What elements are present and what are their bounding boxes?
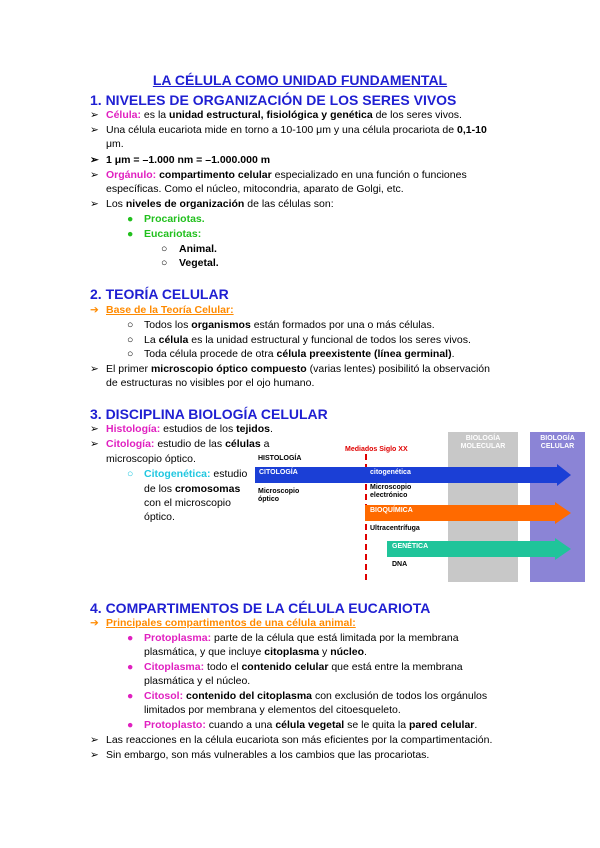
microscopio-optico-label: Microscopio óptico <box>258 488 300 503</box>
item-citogenetica-cont-1: de los cromosomas <box>144 483 241 495</box>
section-1-heading: 1. NIVELES DE ORGANIZACIÓN DE LOS SERES VIVOS <box>90 92 457 108</box>
item-citosol-cont: limitados por membrana y elementos del citoesqueleto. <box>144 704 401 716</box>
arrow-bullet-icon: ➢ <box>90 198 99 210</box>
bullet-microscopio: ➢ El primer microscopio óptico compuesto (varias lentes) posibilitó la observación <box>90 363 490 375</box>
bullet-citologia: ➢ Citología: estudio de las células a <box>90 438 270 450</box>
bullet-reacciones: ➢ Las reacciones en la célula eucariota son más eficientes por la compartimentación. <box>90 734 493 746</box>
arrow-bullet-icon: ➢ <box>90 423 99 435</box>
bullet-citologia-cont: microscopio óptico. <box>106 453 196 465</box>
arrow-bullet-icon: ➢ <box>90 734 99 746</box>
citologia-label: CITOLOGÍA <box>259 469 298 476</box>
item-postulado-3: ○ Toda célula procede de otra célula preexistente (línea germinal). <box>127 348 455 360</box>
bullet-eucariota: ➢ Una célula eucariota mide en torno a 10-100 μm y una célula procariota de 0,1-10 <box>90 124 487 136</box>
bullet-celula: ➢ Célula: es la unidad estructural, fisiológica y genética de los seres vivos. <box>90 109 462 121</box>
green-dot-icon: ● <box>127 228 134 240</box>
item-citogenetica-cont-2: con el microscopio <box>144 497 231 509</box>
green-dot-icon: ● <box>127 213 134 225</box>
section-4-heading: 4. COMPARTIMENTOS DE LA CÉLULA EUCARIOTA <box>90 600 431 616</box>
arrow-bullet-icon: ➢ <box>90 154 99 166</box>
bullet-vulnerables: ➢ Sin embargo, son más vulnerables a los cambios que las procariotas. <box>90 749 430 761</box>
genetica-label: GENÉTICA <box>392 543 429 550</box>
molecular-biology-label: BIOLOGÍA MOLECULAR <box>460 435 506 450</box>
bullet-microscopio-cont: de estructuras no visibles por el ojo humano. <box>106 377 315 389</box>
item-protoplasma: ● Protoplasma: parte de la célula que está limitada por la membrana <box>127 632 459 644</box>
item-procariotas: ● Procariotas. <box>127 213 205 225</box>
mid-century-label: Mediados Siglo XX <box>345 446 408 453</box>
item-vegetal: ○ Vegetal. <box>161 257 219 269</box>
circle-bullet-icon: ○ <box>127 348 134 360</box>
bullet-histologia: ➢ Histología: estudios de los tejidos. <box>90 423 273 435</box>
ultracentrifuga-label: Ultracentrífuga <box>370 525 420 532</box>
cell-biology-label: BIOLOGÍA CELULAR <box>540 435 575 450</box>
arrow-bullet-icon: ➢ <box>90 124 99 136</box>
magenta-dot-icon: ● <box>127 632 134 644</box>
document-title: LA CÉLULA COMO UNIDAD FUNDAMENTAL <box>152 72 448 88</box>
magenta-dot-icon: ● <box>127 719 134 731</box>
circle-bullet-icon: ○ <box>161 243 168 255</box>
bullet-base-teoria: ➔ Base de la Teoría Celular: <box>90 304 234 316</box>
bullet-organulo-cont: específicas. Como el núcleo, mitocondria, aparato de Golgi, etc. <box>106 183 404 195</box>
item-protoplasto: ● Protoplasto: cuando a una célula vegetal se le quita la pared celular. <box>127 719 478 731</box>
arrow-bullet-icon: ➢ <box>90 749 99 761</box>
citologia-arrow <box>255 464 575 486</box>
item-citosol: ● Citosol: contenido del citoplasma con exclusión de todos los orgánulos <box>127 690 488 702</box>
arrow-bullet-icon: ➢ <box>90 438 99 450</box>
item-citoplasma: ● Citoplasma: todo el contenido celular que está entre la membrana <box>127 661 463 673</box>
arrow-bullet-icon: ➢ <box>90 363 99 375</box>
circle-bullet-icon: ○ <box>127 468 134 480</box>
bullet-principales: ➔ Principales compartimentos de una célula animal: <box>90 617 356 629</box>
bullet-niveles: ➢ Los niveles de organización de las células son: <box>90 198 334 210</box>
citogenetica-label: citogenética <box>370 469 411 476</box>
arrow-bullet-icon: ➢ <box>90 169 99 181</box>
bullet-organulo: ➢ Orgánulo: compartimento celular especializado en una función o funciones <box>90 169 467 181</box>
orange-arrow-icon: ➔ <box>90 304 99 316</box>
circle-bullet-icon: ○ <box>161 257 168 269</box>
item-citogenetica: ○ Citogenética: estudio <box>127 468 248 480</box>
arrow-bullet-icon: ➢ <box>90 109 99 121</box>
item-protoplasma-cont: plasmática, y que incluye citoplasma y núcleo. <box>144 646 367 658</box>
bioquimica-label: BIOQUÍMICA <box>370 507 413 514</box>
biology-disciplines-diagram <box>255 432 585 582</box>
dna-label: DNA <box>392 561 408 568</box>
magenta-dot-icon: ● <box>127 661 134 673</box>
bullet-conversion: ➢ 1 μm = –1.000 nm = –1.000.000 m <box>90 154 271 166</box>
item-postulado-2: ○ La célula es la unidad estructural y funcional de todos los seres vivos. <box>127 334 471 346</box>
orange-arrow-icon: ➔ <box>90 617 99 629</box>
histologia-label: HISTOLOGÍA <box>258 455 302 462</box>
section-2-heading: 2. TEORÍA CELULAR <box>90 286 229 302</box>
item-citogenetica-cont-3: óptico. <box>144 511 175 523</box>
microscopio-electronico-label: Microscopio electrónico <box>370 484 412 499</box>
item-postulado-1: ○ Todos los organismos están formados por una o más células. <box>127 319 435 331</box>
item-citoplasma-cont: plasmática y el núcleo. <box>144 675 251 687</box>
circle-bullet-icon: ○ <box>127 334 134 346</box>
bullet-eucariota-cont: μm. <box>106 138 124 150</box>
item-eucariotas: ● Eucariotas: <box>127 228 202 240</box>
magenta-dot-icon: ● <box>127 690 134 702</box>
circle-bullet-icon: ○ <box>127 319 134 331</box>
item-animal: ○ Animal. <box>161 243 217 255</box>
section-3-heading: 3. DISCIPLINA BIOLOGÍA CELULAR <box>90 406 328 422</box>
